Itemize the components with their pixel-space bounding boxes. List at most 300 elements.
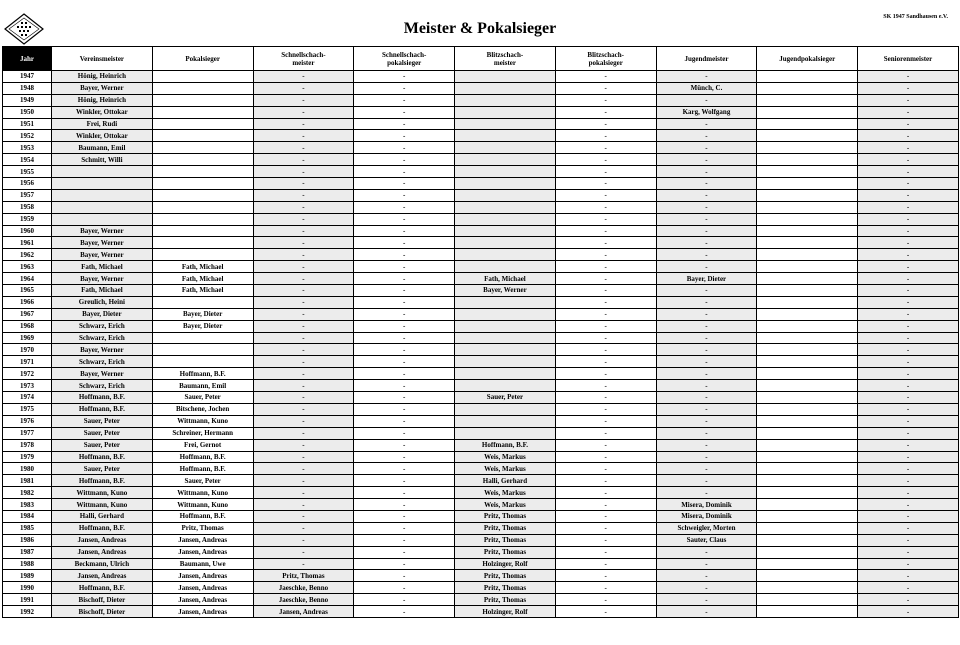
table-cell — [455, 296, 556, 308]
table-cell: Schreiner, Hermann — [152, 427, 253, 439]
year-cell: 1953 — [3, 142, 52, 154]
column-header: Jugendmeister — [656, 47, 757, 71]
table-cell: Schwarz, Erich — [52, 320, 153, 332]
table-row — [3, 249, 959, 261]
table-cell — [757, 189, 858, 201]
table-cell: - — [858, 475, 959, 487]
table-cell: Pritz, Thomas — [455, 534, 556, 546]
column-header: Vereinsmeister — [52, 47, 153, 71]
table-cell: - — [253, 499, 354, 511]
table-cell: - — [354, 178, 455, 190]
table-cell — [757, 475, 858, 487]
table-cell: - — [858, 439, 959, 451]
year-cell: 1976 — [3, 415, 52, 427]
table-cell: - — [354, 415, 455, 427]
year-cell: 1982 — [3, 487, 52, 499]
table-cell: - — [253, 71, 354, 83]
table-cell: Bayer, Dieter — [656, 273, 757, 285]
table-cell — [757, 606, 858, 618]
table-cell: - — [253, 368, 354, 380]
table-cell: - — [555, 142, 656, 154]
table-cell — [455, 356, 556, 368]
table-cell: - — [354, 201, 455, 213]
table-cell: - — [656, 201, 757, 213]
table-row — [3, 439, 959, 451]
table-cell: - — [555, 94, 656, 106]
year-cell: 1972 — [3, 368, 52, 380]
table-row — [3, 451, 959, 463]
year-cell: 1987 — [3, 546, 52, 558]
table-row — [3, 332, 959, 344]
table-cell: - — [858, 320, 959, 332]
table-row — [3, 570, 959, 582]
table-cell: - — [354, 582, 455, 594]
table-row — [3, 82, 959, 94]
table-cell: Bayer, Werner — [52, 225, 153, 237]
table-cell: Fath, Michael — [152, 273, 253, 285]
table-cell: Jansen, Andreas — [52, 570, 153, 582]
table-cell: - — [858, 82, 959, 94]
table-cell — [455, 106, 556, 118]
table-cell: Weis, Markus — [455, 451, 556, 463]
table-row — [3, 285, 959, 297]
table-cell: - — [253, 296, 354, 308]
table-cell: - — [656, 392, 757, 404]
table-cell — [757, 213, 858, 225]
table-cell — [52, 189, 153, 201]
year-cell: 1978 — [3, 439, 52, 451]
table-cell — [455, 166, 556, 178]
table-cell: - — [354, 368, 455, 380]
table-cell — [455, 249, 556, 261]
table-cell: - — [253, 487, 354, 499]
year-cell: 1973 — [3, 380, 52, 392]
table-cell: - — [354, 118, 455, 130]
table-cell: - — [656, 178, 757, 190]
table-row — [3, 344, 959, 356]
table-cell: Bayer, Werner — [52, 249, 153, 261]
table-cell — [455, 213, 556, 225]
table-row — [3, 606, 959, 618]
table-cell — [455, 94, 556, 106]
table-row — [3, 356, 959, 368]
table-cell — [757, 142, 858, 154]
table-cell: - — [354, 71, 455, 83]
table-cell: - — [656, 154, 757, 166]
table-cell: Winkler, Ottokar — [52, 130, 153, 142]
table-cell: - — [858, 344, 959, 356]
table-cell: - — [555, 487, 656, 499]
table-row — [3, 142, 959, 154]
table-cell — [152, 332, 253, 344]
table-cell: Jaeschke, Benno — [253, 582, 354, 594]
table-row — [3, 154, 959, 166]
table-cell: Sauer, Peter — [455, 392, 556, 404]
table-cell: - — [555, 261, 656, 273]
table-row — [3, 130, 959, 142]
table-cell: - — [858, 285, 959, 297]
year-cell: 1975 — [3, 403, 52, 415]
table-cell: - — [555, 285, 656, 297]
table-row — [3, 178, 959, 190]
table-cell: Bischoff, Dieter — [52, 606, 153, 618]
table-cell — [455, 130, 556, 142]
table-cell: - — [253, 225, 354, 237]
table-cell: - — [253, 201, 354, 213]
table-cell: - — [354, 82, 455, 94]
table-cell: Sauer, Peter — [52, 415, 153, 427]
table-cell: Misera, Dominik — [656, 510, 757, 522]
table-cell: - — [858, 213, 959, 225]
table-cell: - — [858, 403, 959, 415]
table-cell: - — [858, 546, 959, 558]
table-cell: - — [555, 201, 656, 213]
table-cell: Schweigler, Morten — [656, 522, 757, 534]
table-cell: - — [555, 475, 656, 487]
table-cell: - — [858, 225, 959, 237]
table-cell — [152, 71, 253, 83]
table-cell: - — [858, 594, 959, 606]
table-cell: Jansen, Andreas — [52, 546, 153, 558]
table-cell — [455, 142, 556, 154]
table-cell: - — [858, 154, 959, 166]
year-cell: 1981 — [3, 475, 52, 487]
table-cell — [152, 201, 253, 213]
table-cell: Münch, C. — [656, 82, 757, 94]
year-cell: 1990 — [3, 582, 52, 594]
table-cell: - — [858, 582, 959, 594]
year-cell: 1992 — [3, 606, 52, 618]
table-cell — [455, 82, 556, 94]
table-cell: - — [858, 463, 959, 475]
table-cell: - — [555, 439, 656, 451]
table-cell: - — [858, 249, 959, 261]
year-cell: 1959 — [3, 213, 52, 225]
table-cell: - — [253, 427, 354, 439]
table-header-row — [3, 47, 959, 71]
table-cell: - — [656, 439, 757, 451]
table-cell: Hönig, Heinrich — [52, 71, 153, 83]
table-cell: - — [253, 178, 354, 190]
table-cell — [757, 427, 858, 439]
table-cell: Hoffmann, B.F. — [52, 475, 153, 487]
table-cell: - — [858, 189, 959, 201]
table-cell — [757, 249, 858, 261]
year-cell: 1977 — [3, 427, 52, 439]
table-cell: - — [858, 130, 959, 142]
table-cell — [455, 320, 556, 332]
table-cell: - — [858, 71, 959, 83]
table-cell — [152, 106, 253, 118]
table-cell: Holzinger, Rolf — [455, 606, 556, 618]
table-cell: - — [354, 273, 455, 285]
table-cell: - — [253, 415, 354, 427]
table-row — [3, 475, 959, 487]
table-cell — [152, 237, 253, 249]
table-cell: Greulich, Heini — [52, 296, 153, 308]
table-cell: Wittmann, Kuno — [152, 415, 253, 427]
table-cell — [152, 344, 253, 356]
table-cell: - — [354, 522, 455, 534]
table-cell: - — [253, 249, 354, 261]
table-cell — [455, 380, 556, 392]
table-cell — [757, 296, 858, 308]
table-cell: - — [253, 189, 354, 201]
table-cell — [455, 415, 556, 427]
table-cell: Jansen, Andreas — [152, 534, 253, 546]
table-cell: Wittmann, Kuno — [152, 487, 253, 499]
table-cell — [455, 308, 556, 320]
table-cell — [757, 154, 858, 166]
table-cell: - — [253, 154, 354, 166]
table-cell: - — [253, 510, 354, 522]
table-cell: - — [656, 368, 757, 380]
table-cell: Hoffmann, B.F. — [52, 403, 153, 415]
table-row — [3, 368, 959, 380]
year-cell: 1963 — [3, 261, 52, 273]
year-cell: 1965 — [3, 285, 52, 297]
table-row — [3, 189, 959, 201]
year-cell: 1971 — [3, 356, 52, 368]
table-cell — [152, 166, 253, 178]
table-cell: - — [354, 451, 455, 463]
table-cell: - — [354, 356, 455, 368]
table-cell: - — [656, 344, 757, 356]
table-cell: - — [555, 130, 656, 142]
table-cell: Pritz, Thomas — [455, 522, 556, 534]
table-cell: - — [858, 296, 959, 308]
table-cell: - — [555, 237, 656, 249]
table-cell: - — [354, 499, 455, 511]
table-cell: - — [656, 558, 757, 570]
table-cell — [757, 225, 858, 237]
table-cell: - — [253, 392, 354, 404]
table-cell — [455, 71, 556, 83]
year-cell: 1966 — [3, 296, 52, 308]
table-cell — [152, 154, 253, 166]
table-row — [3, 320, 959, 332]
table-cell: - — [354, 546, 455, 558]
table-cell: - — [858, 332, 959, 344]
table-cell — [757, 71, 858, 83]
table-cell: - — [656, 403, 757, 415]
table-cell: - — [656, 427, 757, 439]
table-cell: - — [253, 82, 354, 94]
table-cell: - — [555, 510, 656, 522]
table-cell — [757, 332, 858, 344]
table-cell: - — [858, 558, 959, 570]
table-cell: - — [354, 380, 455, 392]
table-cell: - — [656, 463, 757, 475]
table-cell: - — [253, 308, 354, 320]
table-cell — [152, 82, 253, 94]
table-cell: Fath, Michael — [52, 261, 153, 273]
table-cell: - — [656, 285, 757, 297]
table-cell — [152, 178, 253, 190]
year-cell: 1985 — [3, 522, 52, 534]
table-cell: - — [354, 94, 455, 106]
table-cell: - — [858, 522, 959, 534]
table-row — [3, 380, 959, 392]
table-cell: Bitschene, Jochen — [152, 403, 253, 415]
table-cell: Hoffmann, B.F. — [152, 510, 253, 522]
table-cell — [757, 118, 858, 130]
table-cell: - — [354, 570, 455, 582]
table-cell: - — [555, 71, 656, 83]
table-cell: Winkler, Ottokar — [52, 106, 153, 118]
table-cell: - — [555, 82, 656, 94]
table-cell: - — [858, 499, 959, 511]
table-cell: - — [354, 463, 455, 475]
table-cell — [757, 534, 858, 546]
table-cell — [52, 201, 153, 213]
table-cell: Halli, Gerhard — [455, 475, 556, 487]
table-cell: Fath, Michael — [455, 273, 556, 285]
table-cell: - — [858, 178, 959, 190]
table-cell: - — [656, 380, 757, 392]
table-cell: - — [253, 463, 354, 475]
table-cell: - — [555, 154, 656, 166]
table-cell: Bayer, Dieter — [52, 308, 153, 320]
table-row — [3, 296, 959, 308]
table-cell — [757, 499, 858, 511]
table-cell: - — [555, 368, 656, 380]
table-cell: Halli, Gerhard — [52, 510, 153, 522]
table-cell: - — [253, 118, 354, 130]
table-cell — [757, 582, 858, 594]
year-cell: 1984 — [3, 510, 52, 522]
table-cell: - — [555, 594, 656, 606]
column-header: Jahr — [3, 47, 52, 71]
table-cell: - — [656, 296, 757, 308]
table-cell: Frei, Rudi — [52, 118, 153, 130]
table-cell — [455, 344, 556, 356]
table-cell: Sauer, Peter — [152, 392, 253, 404]
table-cell — [152, 296, 253, 308]
table-cell — [455, 332, 556, 344]
table-cell: - — [253, 332, 354, 344]
table-cell: - — [354, 261, 455, 273]
table-cell: - — [555, 403, 656, 415]
champions-table — [2, 46, 959, 618]
table-cell: Hönig, Heinrich — [52, 94, 153, 106]
table-cell: Weis, Markus — [455, 463, 556, 475]
table-cell: Pritz, Thomas — [253, 570, 354, 582]
table-cell: Hoffmann, B.F. — [152, 451, 253, 463]
table-cell — [52, 213, 153, 225]
table-cell — [455, 225, 556, 237]
table-cell: - — [858, 380, 959, 392]
table-cell: - — [555, 356, 656, 368]
table-cell: - — [555, 451, 656, 463]
table-cell: - — [555, 582, 656, 594]
table-cell: Baumann, Emil — [152, 380, 253, 392]
table-cell: Sauer, Peter — [52, 427, 153, 439]
table-cell: - — [858, 510, 959, 522]
table-row — [3, 273, 959, 285]
table-cell: Wittmann, Kuno — [52, 499, 153, 511]
table-cell: - — [656, 142, 757, 154]
table-cell — [152, 142, 253, 154]
table-cell: - — [656, 261, 757, 273]
table-cell — [455, 201, 556, 213]
table-cell — [757, 510, 858, 522]
table-cell: Jansen, Andreas — [152, 570, 253, 582]
table-cell — [455, 178, 556, 190]
table-cell: - — [354, 249, 455, 261]
table-row — [3, 510, 959, 522]
table-row — [3, 534, 959, 546]
table-row — [3, 594, 959, 606]
year-cell: 1948 — [3, 82, 52, 94]
table-cell — [152, 130, 253, 142]
table-row — [3, 522, 959, 534]
table-cell: - — [555, 499, 656, 511]
column-header: Schnellschach- pokalsieger — [354, 47, 455, 71]
table-cell: - — [253, 320, 354, 332]
table-cell: Jansen, Andreas — [152, 606, 253, 618]
year-cell: 1970 — [3, 344, 52, 356]
table-cell: - — [656, 356, 757, 368]
table-cell: - — [253, 344, 354, 356]
table-cell — [152, 118, 253, 130]
table-cell: - — [253, 285, 354, 297]
table-cell: - — [354, 320, 455, 332]
table-cell: Fath, Michael — [52, 285, 153, 297]
table-cell — [757, 522, 858, 534]
year-cell: 1955 — [3, 166, 52, 178]
table-cell: - — [253, 261, 354, 273]
table-cell: - — [656, 237, 757, 249]
table-cell: Bayer, Werner — [52, 344, 153, 356]
table-cell: - — [858, 368, 959, 380]
year-cell: 1962 — [3, 249, 52, 261]
table-cell: - — [858, 237, 959, 249]
table-cell: - — [354, 189, 455, 201]
table-cell: Baumann, Emil — [52, 142, 153, 154]
table-row — [3, 427, 959, 439]
table-cell: Beckmann, Ulrich — [52, 558, 153, 570]
table-cell — [455, 427, 556, 439]
table-cell — [757, 273, 858, 285]
column-header: Blitzschach- pokalsieger — [555, 47, 656, 71]
table-row — [3, 546, 959, 558]
year-cell: 1991 — [3, 594, 52, 606]
table-cell: - — [253, 475, 354, 487]
table-cell: Pritz, Thomas — [455, 582, 556, 594]
table-cell: Bayer, Dieter — [152, 320, 253, 332]
table-cell: - — [354, 344, 455, 356]
year-cell: 1964 — [3, 273, 52, 285]
column-header: Jugendpokalsieger — [757, 47, 858, 71]
table-cell: - — [858, 487, 959, 499]
table-cell: - — [656, 332, 757, 344]
table-cell: Baumann, Uwe — [152, 558, 253, 570]
table-cell: - — [555, 606, 656, 618]
table-cell — [757, 166, 858, 178]
table-cell: Weis, Markus — [455, 499, 556, 511]
year-cell: 1954 — [3, 154, 52, 166]
table-cell — [152, 189, 253, 201]
table-cell: - — [253, 237, 354, 249]
table-cell: - — [858, 201, 959, 213]
table-cell: Jansen, Andreas — [152, 594, 253, 606]
table-cell: Sauer, Peter — [52, 463, 153, 475]
table-cell: Wittmann, Kuno — [52, 487, 153, 499]
table-row — [3, 499, 959, 511]
table-cell: - — [253, 356, 354, 368]
table-cell: - — [253, 534, 354, 546]
